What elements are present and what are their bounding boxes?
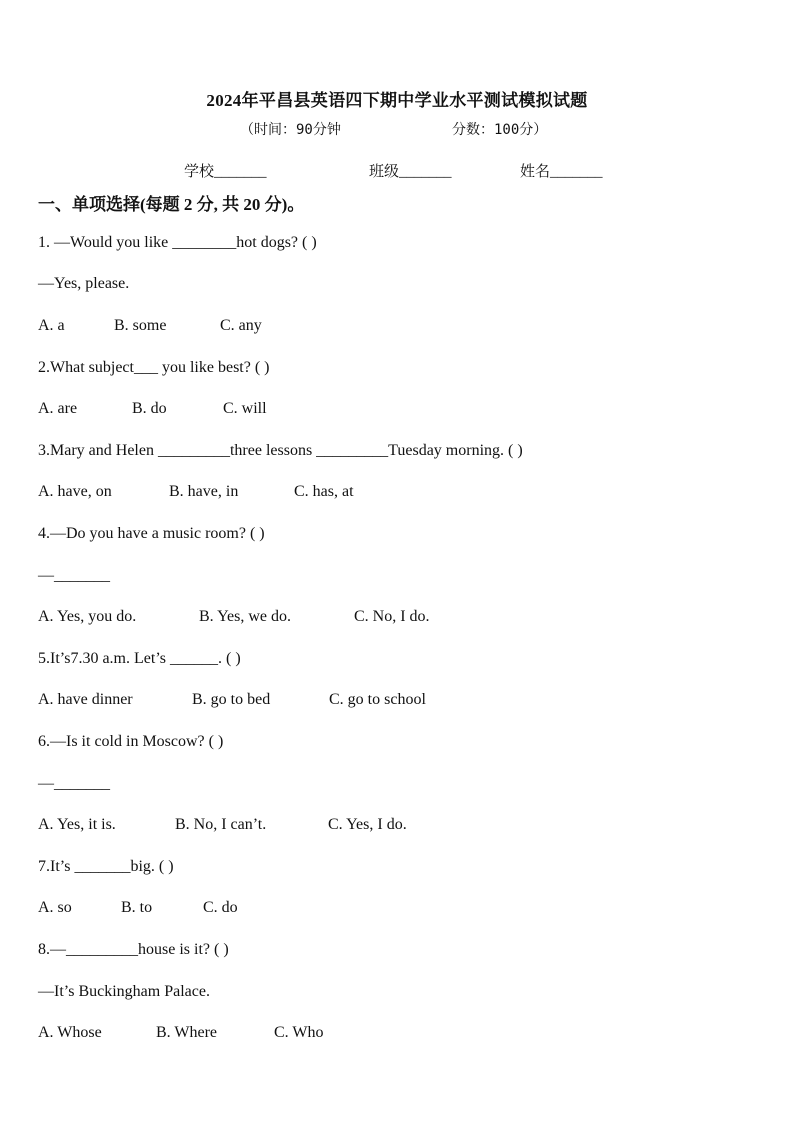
class-field: 班级_______ [369, 164, 452, 180]
question-stem: 3.Mary and Helen _________three lessons _________Tuesday morning. ( ) [38, 442, 523, 459]
option-a: A. Yes, it is. [38, 816, 116, 833]
question-stem: 5.It’s7.30 a.m. Let’s ______. ( ) [38, 650, 241, 667]
answer-options [38, 1023, 323, 1043]
option-c: C. Yes, I do. [328, 816, 407, 833]
option-a: A. so [38, 899, 72, 916]
option-c: C. do [203, 899, 238, 916]
option-c: C. Who [274, 1024, 324, 1041]
answer-options [38, 482, 354, 502]
option-b: B. to [121, 899, 153, 916]
option-a: A. Yes, you do. [38, 608, 137, 625]
exam-score: 分数：100分） [452, 122, 548, 138]
question-stem: 1. —Would you like ________hot dogs? ( ) [38, 234, 317, 251]
option-b: B. do [132, 400, 167, 417]
question-response: —_______ [38, 775, 110, 792]
question-response: —_______ [38, 567, 110, 584]
option-c: C. has, at [294, 483, 354, 500]
option-a: A. Whose [38, 1024, 102, 1041]
option-b: B. have, in [169, 483, 239, 500]
option-c: C. will [223, 400, 267, 417]
option-b: B. No, I can’t. [175, 816, 267, 833]
option-a: A. have dinner [38, 691, 133, 708]
option-c: C. No, I do. [354, 608, 430, 625]
option-c: C. any [220, 317, 262, 334]
option-b: B. go to bed [192, 691, 271, 708]
answer-options [38, 607, 430, 627]
option-b: B. Where [156, 1024, 218, 1041]
question-response: —Yes, please. [38, 275, 130, 292]
answer-options [38, 898, 238, 918]
option-a: A. a [38, 317, 65, 334]
question-stem: 7.It’s _______big. ( ) [38, 858, 174, 875]
school-field: 学校_______ [184, 164, 267, 180]
option-a: A. have, on [38, 483, 112, 500]
question-stem: 4.—Do you have a music room? ( ) [38, 525, 265, 542]
question-response: —It’s Buckingham Palace. [38, 983, 210, 1000]
question-stem: 8.—_________house is it? ( ) [38, 941, 229, 958]
name-field: 姓名_______ [520, 164, 603, 180]
answer-options [38, 399, 267, 419]
answer-options [38, 815, 407, 835]
question-stem: 2.What subject___ you like best? ( ) [38, 359, 270, 376]
exam-time: （时间：90分钟 [240, 122, 341, 138]
question-stem: 6.—Is it cold in Moscow? ( ) [38, 733, 224, 750]
answer-options [38, 690, 426, 710]
option-c: C. go to school [329, 691, 426, 708]
option-a: A. are [38, 400, 78, 417]
answer-options [38, 316, 262, 336]
option-b: B. some [114, 317, 167, 334]
option-b: B. Yes, we do. [199, 608, 292, 625]
page-title: 2024年平昌县英语四下期中学业水平测试模拟试题 [206, 91, 588, 110]
section-title: 一、单项选择(每题 2 分, 共 20 分)。 [38, 195, 305, 214]
